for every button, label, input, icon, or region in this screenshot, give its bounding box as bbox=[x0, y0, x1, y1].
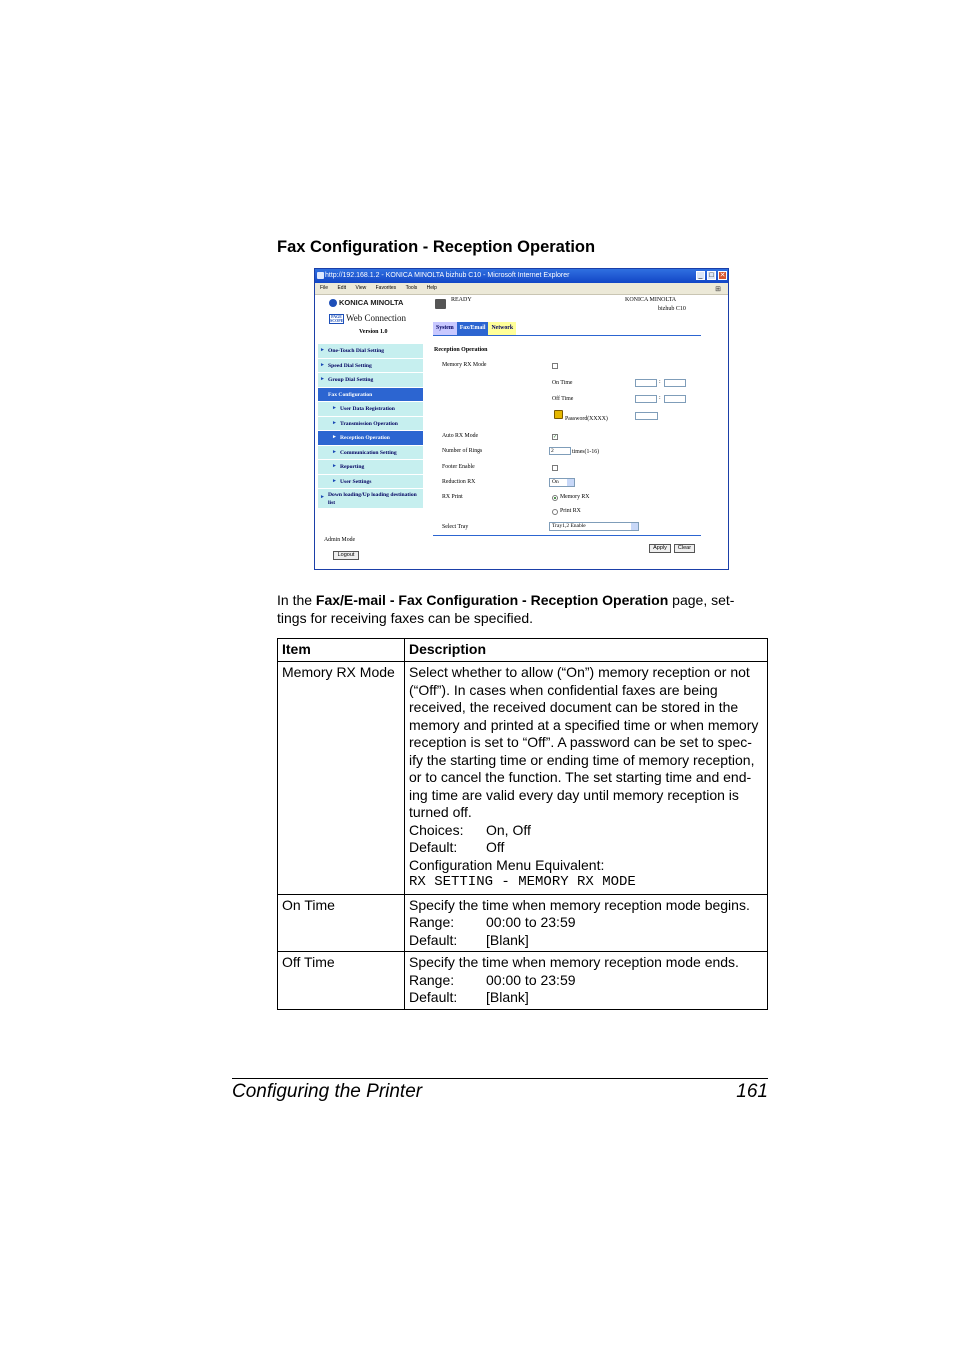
row-item: Off Time bbox=[278, 952, 405, 1010]
menu-favorites[interactable]: Favorites bbox=[375, 285, 397, 291]
sidebar-nav bbox=[318, 344, 423, 509]
menu-bar bbox=[315, 283, 728, 295]
chevron-down-icon bbox=[567, 479, 574, 486]
ie-icon bbox=[317, 272, 324, 279]
arrow-icon: ► bbox=[332, 478, 337, 484]
maximize-icon[interactable]: □ bbox=[707, 271, 716, 280]
footer-rule bbox=[232, 1078, 768, 1079]
status-ready: READY bbox=[451, 297, 472, 303]
select-tray-select[interactable]: Tray1,2 Enable bbox=[549, 522, 639, 531]
off-time-minute-input[interactable] bbox=[664, 395, 686, 403]
nav-transmission-operation[interactable]: ► Transmission Operation bbox=[318, 417, 423, 432]
rx-print-print-label: Print RX bbox=[560, 508, 581, 514]
admin-mode-label: Admin Mode bbox=[324, 537, 356, 543]
nav-communication-setting[interactable]: ► Communication Setting bbox=[318, 446, 423, 461]
row-item: On Time bbox=[278, 894, 405, 952]
tab-bar bbox=[433, 322, 516, 335]
menu-view[interactable]: View bbox=[355, 285, 367, 291]
off-time-label: Off Time bbox=[552, 396, 574, 402]
device-model: bizhub C10 bbox=[658, 306, 686, 312]
nav-group-dial[interactable]: ► Group Dial Setting bbox=[318, 373, 423, 388]
rx-print-print-radio[interactable] bbox=[552, 509, 558, 515]
page-number: 161 bbox=[736, 1081, 768, 1102]
header-description: Description bbox=[405, 639, 768, 662]
nav-user-settings[interactable]: ► User Settings bbox=[318, 475, 423, 490]
table-header-row bbox=[278, 639, 768, 662]
menu-edit[interactable]: Edit bbox=[337, 285, 347, 291]
nav-download-upload-list[interactable]: ► Down loading/Up loading destination list bbox=[318, 489, 423, 509]
konica-minolta-logo: KONICA MINOLTA bbox=[329, 298, 403, 307]
globe-icon bbox=[329, 299, 337, 307]
arrow-icon: ► bbox=[320, 362, 325, 368]
intro-bold-path: Fax/E-mail - Fax Configuration - Reception Operation bbox=[315, 592, 669, 608]
footer-chapter-title: Configuring the Printer bbox=[232, 1081, 423, 1102]
on-time-label: On Time bbox=[552, 380, 573, 386]
intro-paragraph: In the Fax/E-mail - Fax Configuration - Reception Operation page, set-tings for receiving faxes can be specified. bbox=[277, 592, 735, 626]
rings-range-label: times(1-16) bbox=[572, 449, 600, 455]
on-time-hour-input[interactable] bbox=[635, 379, 657, 387]
auto-rx-mode-label: Auto RX Mode bbox=[442, 433, 479, 439]
window-title: http://192.168.1.2 - KONICA MINOLTA bizhub C10 - Microsoft Internet Explorer bbox=[325, 272, 570, 279]
menu-equivalent-code: RX SETTING - MEMORY RX MODE bbox=[409, 874, 636, 890]
rx-print-memory-radio[interactable] bbox=[552, 495, 558, 501]
window-titlebar bbox=[315, 269, 728, 283]
windows-flag-icon: ⊞ bbox=[715, 286, 721, 293]
footer-enable-checkbox[interactable] bbox=[552, 465, 558, 471]
on-time-colon: : bbox=[659, 379, 661, 385]
arrow-icon: ► bbox=[320, 495, 325, 500]
password-input[interactable] bbox=[635, 412, 658, 420]
arrow-icon: ► bbox=[320, 377, 325, 382]
tab-system[interactable]: System bbox=[433, 322, 457, 335]
on-time-minute-input[interactable] bbox=[664, 379, 686, 387]
tab-fax-email[interactable]: Fax/Email bbox=[457, 322, 489, 335]
table-row bbox=[278, 952, 768, 1010]
minimize-icon[interactable]: _ bbox=[696, 271, 705, 280]
nav-speed-dial[interactable]: ► Speed Dial Setting bbox=[318, 359, 423, 374]
row-description: Specify the time when memory reception mode begins. Range: 00:00 to 23:59 Default: [Blank] bbox=[405, 894, 768, 952]
off-time-colon: : bbox=[659, 395, 661, 401]
reduction-rx-label: Reduction RX bbox=[442, 479, 476, 485]
printer-icon bbox=[435, 299, 446, 309]
form-bottom-divider bbox=[433, 535, 701, 536]
tab-network[interactable]: Network bbox=[488, 322, 516, 335]
row-description: Specify the time when memory reception mode ends. Range: 00:00 to 23:59 Default: [Blank] bbox=[405, 952, 768, 1010]
memory-rx-mode-label: Memory RX Mode bbox=[442, 362, 487, 368]
password-label: Password(XXXX) bbox=[565, 416, 608, 422]
menu-tools[interactable]: Tools bbox=[405, 285, 418, 291]
lock-icon bbox=[554, 410, 563, 419]
tab-underline bbox=[433, 335, 701, 336]
chevron-down-icon bbox=[631, 523, 638, 530]
number-of-rings-input[interactable]: 2 bbox=[549, 447, 571, 455]
menu-help[interactable]: Help bbox=[426, 285, 437, 291]
memory-rx-mode-checkbox[interactable] bbox=[552, 363, 558, 369]
header-item: Item bbox=[278, 639, 405, 662]
reduction-rx-select[interactable]: On bbox=[549, 478, 575, 487]
table-row bbox=[278, 894, 768, 952]
nav-reception-operation[interactable]: ► Reception Operation bbox=[318, 431, 423, 446]
settings-table bbox=[277, 638, 768, 1010]
browser-window-screenshot bbox=[314, 268, 729, 570]
arrow-icon: ► bbox=[332, 420, 337, 426]
table-row bbox=[278, 662, 768, 895]
apply-button[interactable]: Apply bbox=[649, 544, 671, 553]
nav-user-data-registration[interactable]: ► User Data Registration bbox=[318, 402, 423, 417]
number-of-rings-label: Number of Rings bbox=[442, 448, 483, 454]
arrow-icon: ► bbox=[332, 406, 337, 411]
version-label: Version 1.0 bbox=[359, 329, 388, 335]
off-time-hour-input[interactable] bbox=[635, 395, 657, 403]
device-maker: KONICA MINOLTA bbox=[625, 297, 677, 303]
clear-button[interactable]: Clear bbox=[674, 544, 695, 553]
logout-button[interactable]: Logout bbox=[333, 551, 359, 560]
content-title: Reception Operation bbox=[434, 347, 488, 353]
arrow-icon: ► bbox=[332, 449, 337, 455]
arrow-icon: ► bbox=[320, 348, 325, 353]
auto-rx-mode-checkbox[interactable]: ✓ bbox=[553, 434, 558, 440]
rx-print-memory-label: Memory RX bbox=[560, 494, 590, 500]
web-connection-logo: PAGE SCOPE Web Connection bbox=[330, 313, 407, 323]
arrow-icon: ► bbox=[332, 435, 337, 440]
menu-file[interactable]: File bbox=[320, 285, 329, 291]
arrow-icon: ► bbox=[332, 464, 337, 469]
row-description: Select whether to allow (“On”) memory reception or not (“Off”). In cases when confidential faxes are being received, the received document can be stored in the memory and printed at a specified time or when memory reception is set to “Off”. A password can be set to spec-ify the starting time or ending time of memory reception, or to cancel the function. The set starting time and end-ing time are valid every day until memory reception is turned off. Choices: On, Off Default: Off Configuration Menu Equivalent: RX SETTING - MEMORY RX MODE bbox=[405, 662, 768, 895]
select-tray-label: Select Tray bbox=[442, 524, 469, 530]
nav-fax-configuration[interactable]: Fax Configuration bbox=[318, 388, 423, 403]
nav-reporting[interactable]: ► Reporting bbox=[318, 460, 423, 475]
footer-enable-label: Footer Enable bbox=[442, 464, 475, 470]
rx-print-label: RX Print bbox=[442, 494, 463, 500]
pagescope-icon: PAGE SCOPE bbox=[330, 313, 344, 323]
section-title: Fax Configuration - Reception Operation bbox=[277, 238, 596, 256]
close-icon[interactable]: ✕ bbox=[719, 272, 726, 279]
nav-one-touch-dial[interactable]: ► One-Touch Dial Setting bbox=[318, 344, 423, 359]
row-item: Memory RX Mode bbox=[278, 662, 405, 895]
